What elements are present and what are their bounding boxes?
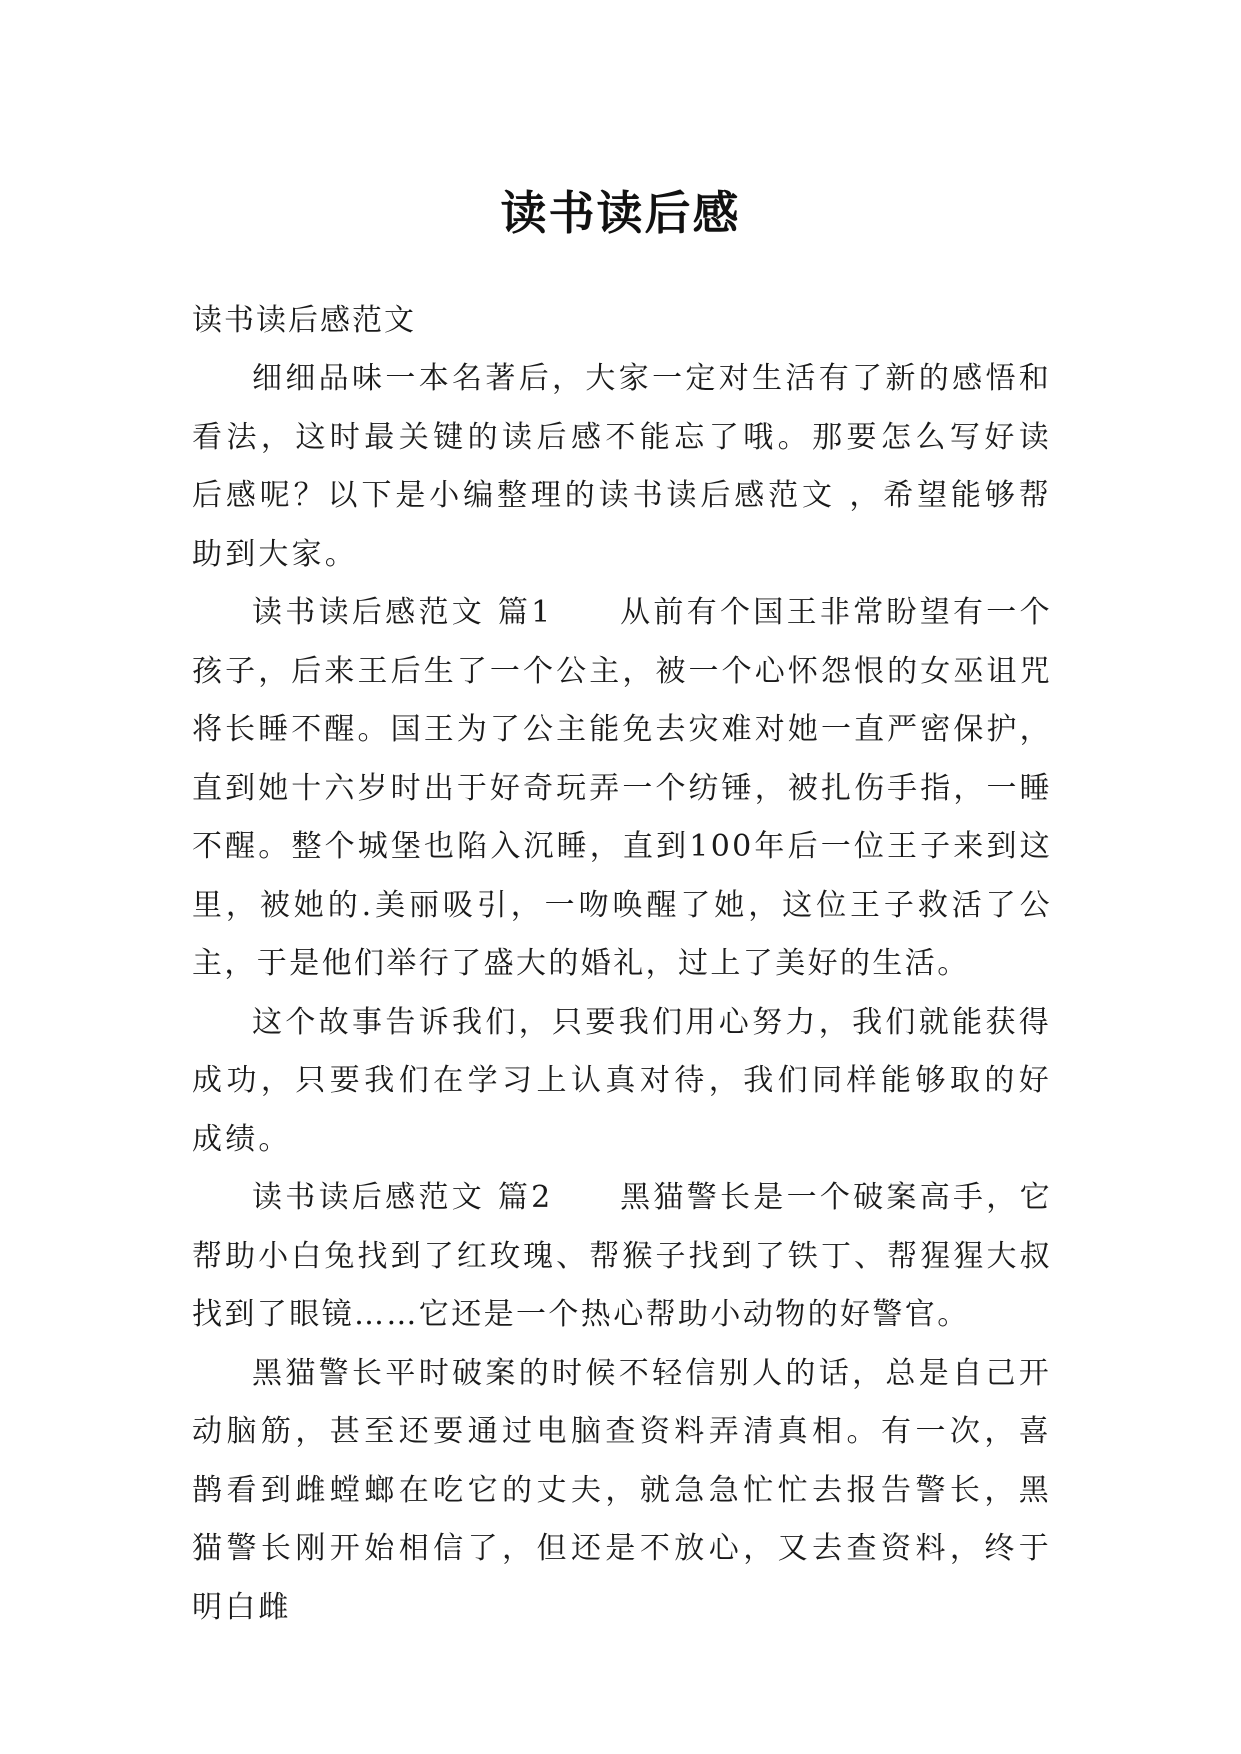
paragraph-detective: 黑猫警长平时破案的时候不轻信别人的话，总是自己开动脑筋，甚至还要通过电脑查资料弄清真相。有一次，喜鹊看到雌螳螂在吃它的丈夫，就急急忙忙去报告警长，黑猫警长刚开始相信了，但还是不放心，又去查资料，终于明白雌	[192, 1355, 1052, 1625]
paragraph-intro: 细细品味一本名著后，大家一定对生活有了新的感悟和看法，这时最关键的读后感不能忘了哦。那要怎么写好读后感呢？以下是小编整理的读书读后感范文 ，希望能够帮助到大家。	[192, 361, 1052, 572]
document-title: 读书读后感	[500, 185, 741, 240]
document-subtitle: 读书读后感范文	[192, 303, 416, 338]
paragraph-article-1: 读书读后感范文 篇1 从前有个国王非常盼望有一个孩子，后来王后生了一个公主，被一个心怀怨恨的女巫诅咒将长睡不醒。国王为了公主能免去灾难对她一直严密保护，直到她十六岁时出于好奇玩弄一个纺锤，被扎伤手指，一睡不醒。整个城堡也陷入沉睡，直到100年后一位王子来到这里，被她的.美丽吸引，一吻唤醒了她，这位王子救活了公主，于是他们举行了盛大的婚礼，过上了美好的生活。	[192, 595, 1052, 981]
paragraph-article-2: 读书读后感范文 篇2 黑猫警长是一个破案高手，它帮助小白兔找到了红玫瑰、帮猴子找到了铁丁、帮猩猩大叔找到了眼镜……它还是一个热心帮助小动物的好警官。	[192, 1180, 1052, 1332]
document-body	[192, 292, 1052, 1637]
paragraph-lesson: 这个故事告诉我们，只要我们用心努力，我们就能获得成功，只要我们在学习上认真对待，我们同样能够取的好成绩。	[192, 1004, 1052, 1157]
